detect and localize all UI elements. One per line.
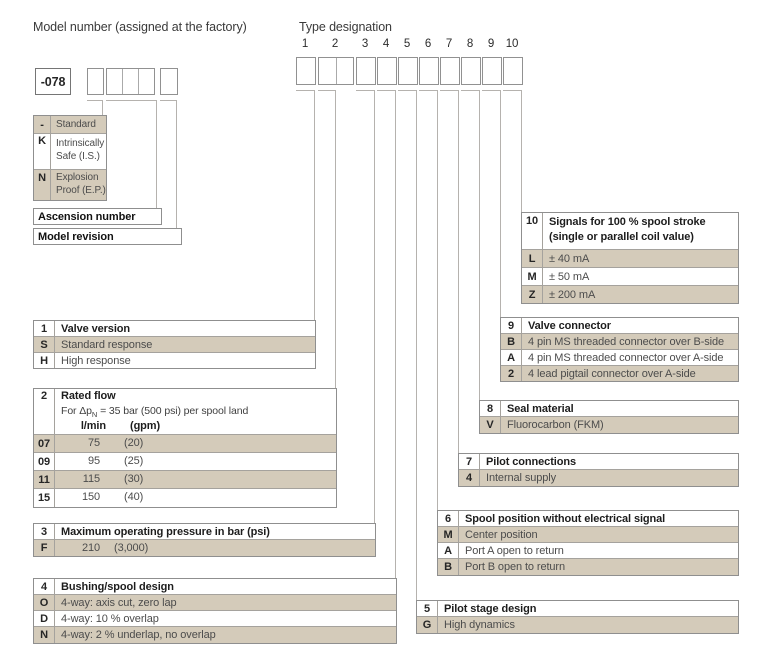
connector-line [87, 100, 103, 101]
row-text: High dynamics [444, 619, 515, 631]
connector-line [437, 90, 438, 510]
row-text: Explosion Proof (E.P.) [56, 172, 106, 196]
position-number: 2 [331, 38, 339, 50]
row-text: Standard [56, 119, 96, 130]
row-value-psi: (3,000) [114, 542, 149, 554]
connector-line [398, 90, 417, 91]
table-max-pressure [33, 523, 376, 557]
table-number: 2 [34, 389, 55, 434]
table-row [34, 352, 315, 368]
table-row [417, 616, 738, 633]
connector-line [176, 100, 177, 228]
connector-line [440, 90, 459, 91]
table-row [480, 416, 738, 433]
connector-line [458, 90, 459, 453]
table-row [34, 169, 106, 200]
type-designation-label: Type designation [299, 20, 392, 34]
table-row [501, 333, 738, 349]
row-text: 4-way: 10 % overlap [61, 612, 159, 625]
row-text: Standard response [61, 338, 153, 351]
type-box-3 [356, 57, 376, 85]
row-value-lmin: 115 [82, 473, 100, 485]
table-pilot-stage [416, 600, 739, 634]
model-prefix-box: -078 [35, 68, 71, 95]
row-text: 4 pin MS threaded connector over A-side [528, 351, 724, 364]
row-code: - [34, 116, 51, 133]
table-row [34, 488, 336, 507]
table-row [522, 267, 738, 285]
connector-line [377, 90, 396, 91]
connector-line [296, 90, 315, 91]
row-value-lmin: 95 [87, 455, 100, 467]
row-text: ± 40 mA [549, 252, 590, 265]
table-signals [521, 212, 739, 304]
position-number: 7 [445, 38, 453, 50]
type-box-4 [377, 57, 397, 85]
table-row [501, 349, 738, 365]
type-box-7 [440, 57, 460, 85]
connector-line [356, 90, 375, 91]
connector-line [106, 100, 157, 101]
position-number: 6 [424, 38, 432, 50]
row-value-bar: 210 [81, 542, 100, 554]
table-row [34, 336, 315, 352]
table-title: Valve connector [528, 319, 611, 332]
table-valve-connector [500, 317, 739, 382]
row-code: 07 [34, 435, 55, 452]
table-rated-flow [33, 388, 337, 508]
position-number: 5 [403, 38, 411, 50]
table-pilot-connections [458, 453, 739, 487]
row-value-lmin: 75 [87, 437, 100, 449]
type-box-10 [503, 57, 523, 85]
row-code: 11 [34, 471, 55, 488]
position-number: 9 [487, 38, 495, 50]
position-number: 3 [361, 38, 369, 50]
connector-line [482, 90, 501, 91]
row-text: 4-way: 2 % underlap, no overlap [61, 629, 216, 641]
table-spool-position [437, 510, 739, 576]
table-header [480, 401, 738, 416]
type-box-8 [461, 57, 481, 85]
row-text: High response [61, 354, 131, 367]
row-code: N [34, 627, 55, 643]
row-code: 09 [34, 453, 55, 470]
connector-line [503, 90, 521, 91]
table-header [34, 389, 336, 434]
table-title: Bushing/spool design [61, 580, 174, 593]
row-text: Internal supply [486, 472, 557, 484]
table-row [501, 365, 738, 381]
table-title: Maximum operating pressure in bar (psi) [61, 525, 270, 538]
table-header [459, 454, 738, 469]
type-box-2 [318, 57, 354, 85]
row-text: Center position [465, 528, 538, 541]
table-row [438, 526, 738, 542]
col-header-lmin: l/min [80, 420, 106, 432]
row-text: Port B open to return [465, 561, 566, 573]
connector-line [102, 100, 103, 115]
table-title: Seal material [507, 402, 574, 415]
row-code: B [438, 559, 459, 575]
model-revision-box: Model revision [33, 228, 182, 245]
row-code: Z [522, 286, 543, 303]
row-code: D [34, 611, 55, 626]
table-row [522, 285, 738, 303]
table-row [34, 470, 336, 488]
table-number: 10 [522, 213, 543, 249]
row-code: 4 [459, 470, 480, 486]
safety-option-table [33, 115, 107, 201]
table-seal-material [479, 400, 739, 434]
table-title: Valve version [61, 322, 131, 335]
type-box-9 [482, 57, 502, 85]
table-header [438, 511, 738, 526]
model-digit-box [160, 68, 178, 95]
connector-line [156, 100, 157, 208]
position-number: 8 [466, 38, 474, 50]
table-number: 9 [501, 318, 522, 333]
table-title: Signals for 100 % spool stroke (single or parallel coil value) [549, 216, 706, 243]
table-number: 6 [438, 511, 459, 526]
table-title: Pilot stage design [444, 602, 537, 615]
connector-line [479, 90, 480, 400]
table-row [438, 542, 738, 558]
type-box-1 [296, 57, 316, 85]
position-number: 10 [505, 38, 519, 50]
row-text: Port A open to return [465, 544, 564, 557]
row-text: 4 pin MS threaded connector over B-side [528, 335, 725, 348]
table-header [34, 579, 396, 594]
table-number: 5 [417, 601, 438, 616]
row-code: B [501, 334, 522, 349]
row-code: M [522, 268, 543, 285]
table-row [438, 558, 738, 575]
table-number: 1 [34, 321, 55, 336]
connector-line [419, 90, 438, 91]
model-digit-box [87, 68, 104, 95]
table-header [522, 213, 738, 249]
column-headers [61, 419, 248, 434]
row-value-gpm: (20) [124, 437, 144, 449]
table-row [34, 594, 396, 610]
table-subtitle: For $\Delta p_N = 35$ bar (500 psi) per spool land [61, 405, 249, 420]
connector-line [416, 90, 417, 600]
row-text: Fluorocarbon (FKM) [507, 419, 604, 431]
row-code: N [34, 170, 51, 200]
position-number: 4 [382, 38, 390, 50]
connector-line [521, 90, 522, 212]
type-box-6 [419, 57, 439, 85]
table-row [34, 133, 106, 169]
row-code: L [522, 250, 543, 267]
row-code: F [34, 540, 55, 556]
table-number: 7 [459, 454, 480, 469]
row-text: 4 lead pigtail connector over A-side [528, 367, 696, 380]
connector-line [335, 90, 336, 388]
row-code: A [501, 350, 522, 365]
row-value-lmin: 150 [81, 491, 100, 503]
table-header [417, 601, 738, 616]
row-text: Intrinsically Safe (I.S.) [56, 138, 105, 162]
ascension-number-box: Ascension number [33, 208, 162, 225]
row-code: K [34, 134, 51, 169]
row-code: O [34, 595, 55, 610]
connector-line [500, 90, 501, 317]
table-title: Rated flow [61, 390, 116, 402]
col-header-gpm: (gpm) [130, 420, 161, 432]
table-row [34, 539, 375, 556]
row-code: M [438, 527, 459, 542]
row-code: G [417, 617, 438, 633]
table-title: Pilot connections [486, 455, 576, 468]
table-row [34, 626, 396, 643]
model-number-label: Model number (assigned at the factory) [33, 20, 247, 34]
table-header [501, 318, 738, 333]
table-header-body [55, 389, 248, 434]
table-number: 4 [34, 579, 55, 594]
connector-line [374, 90, 375, 523]
row-code: 15 [34, 489, 55, 507]
connector-line [314, 90, 315, 320]
table-row [34, 116, 106, 133]
table-row [522, 249, 738, 267]
type-box-5 [398, 57, 418, 85]
table-row [459, 469, 738, 486]
table-bushing [33, 578, 397, 644]
row-value-gpm: (25) [124, 455, 144, 467]
connector-line [318, 90, 336, 91]
row-code: S [34, 337, 55, 352]
row-value-gpm: (30) [124, 473, 144, 485]
table-number: 3 [34, 524, 55, 539]
table-row [34, 434, 336, 452]
table-title: Spool position without electrical signal [465, 512, 666, 525]
row-code: H [34, 353, 55, 368]
table-row [34, 610, 396, 626]
table-number: 8 [480, 401, 501, 416]
position-number: 1 [301, 38, 309, 50]
row-code: V [480, 417, 501, 433]
row-text: ± 50 mA [549, 270, 590, 283]
table-valve-version [33, 320, 316, 369]
connector-line [461, 90, 480, 91]
row-value-gpm: (40) [124, 491, 144, 503]
row-text: 4-way: axis cut, zero lap [61, 596, 177, 609]
connector-line [395, 90, 396, 578]
connector-line [160, 100, 177, 101]
table-row [34, 452, 336, 470]
row-code: A [438, 543, 459, 558]
table-header [34, 524, 375, 539]
model-digit-group-box [106, 68, 155, 95]
row-code: 2 [501, 366, 522, 381]
table-header [34, 321, 315, 336]
row-text: ± 200 mA [549, 288, 596, 301]
